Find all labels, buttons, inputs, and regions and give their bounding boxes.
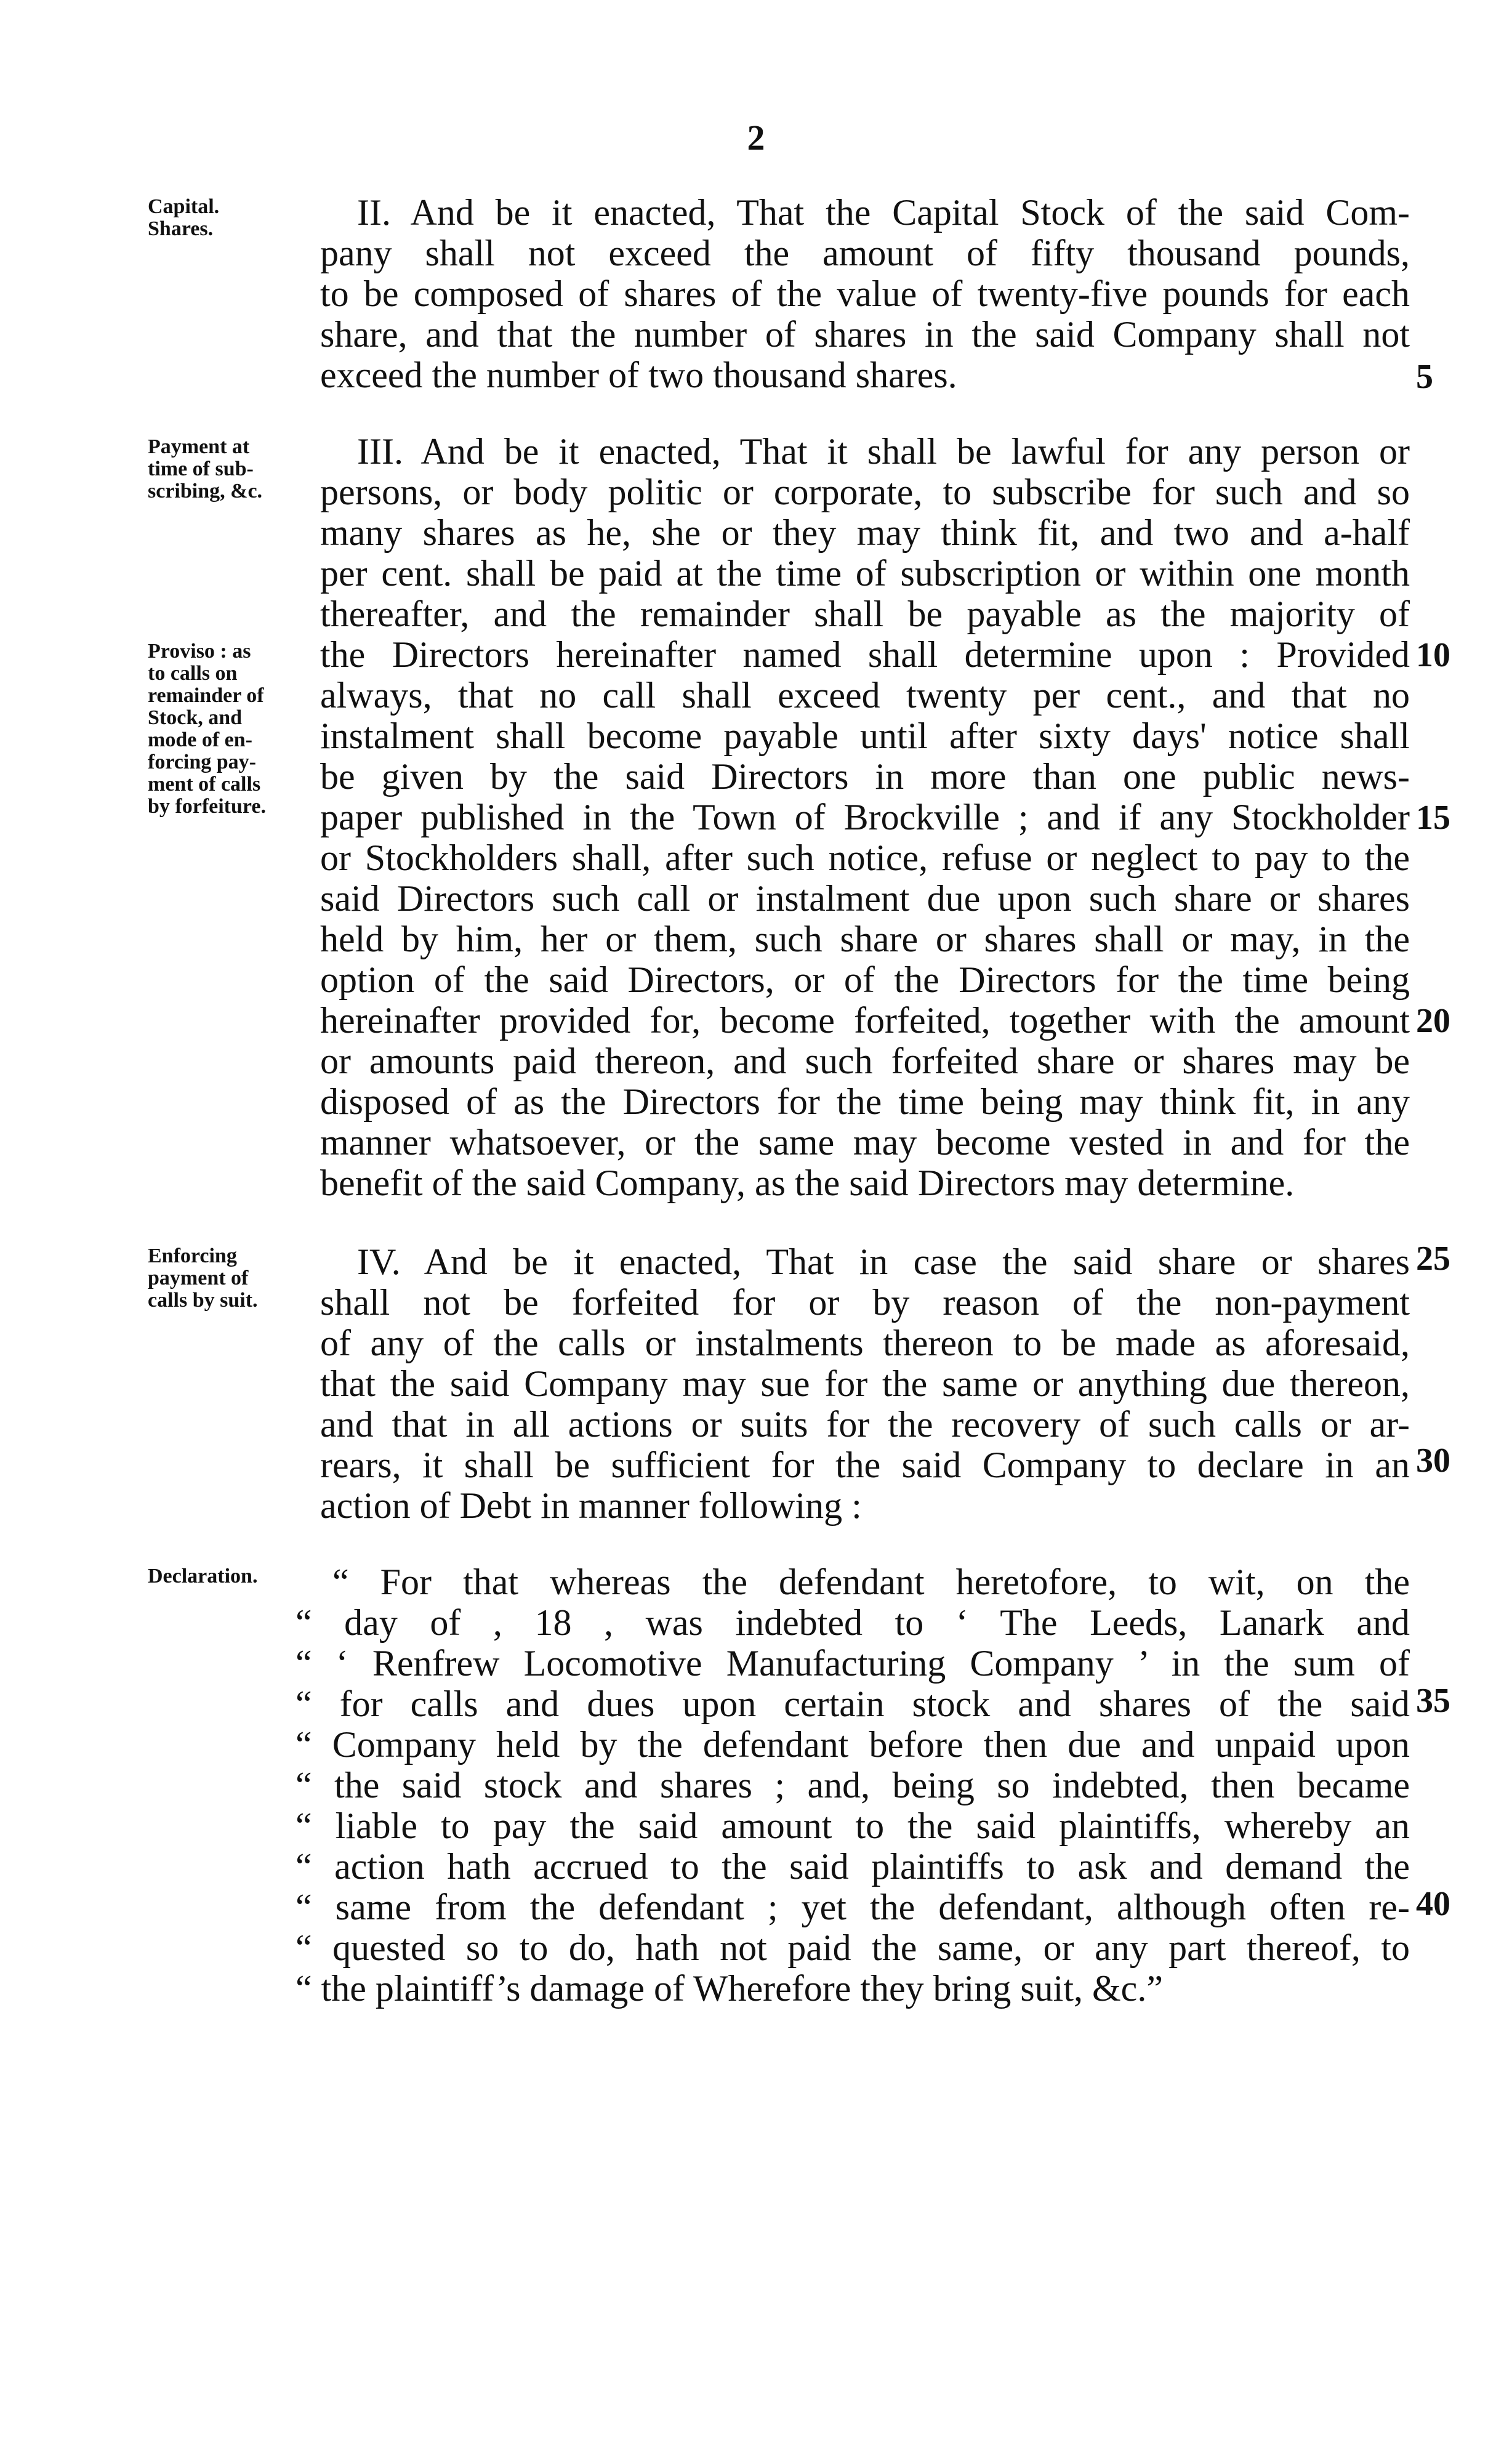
text-line: or Stockholders shall, after such notice, refuse or neglect to pay to the <box>320 837 1410 878</box>
text-line: “ quested so to do, hath not paid the same, or any part thereof, to <box>296 1927 1410 1968</box>
text-line: disposed of as the Directors for the time being may think fit, in any <box>320 1081 1410 1122</box>
line-number: 15 <box>1416 799 1450 837</box>
section-3 <box>320 431 1410 1203</box>
text-line: “ the plaintiff’s damage of Wherefore they bring suit, &c.” <box>296 1968 1163 2009</box>
text-line: said Directors such call or instalment due upon such share or shares <box>320 878 1410 919</box>
line-number: 40 <box>1416 1885 1450 1923</box>
text-line: manner whatsoever, or the same may become vested in and for the <box>320 1122 1410 1163</box>
text-line: or amounts paid thereon, and such forfeited share or shares may be <box>320 1041 1410 1081</box>
text-line: held by him, her or them, such share or shares shall or may, in the <box>320 919 1410 959</box>
margin-note-capital: Capital. Shares. <box>148 195 220 240</box>
text-line: “ same from the defendant ; yet the defendant, although often re- <box>296 1887 1410 1927</box>
text-line: III. And be it enacted, That it shall be lawful for any person or <box>357 431 1410 472</box>
line-number: 30 <box>1416 1442 1450 1480</box>
text-line: many shares as he, she or they may think fit, and two and a-half <box>320 512 1410 553</box>
line-number: 10 <box>1416 636 1450 674</box>
declaration-form <box>296 1562 1410 2009</box>
margin-note-enforcing: Enforcing payment of calls by suit. <box>148 1245 258 1312</box>
text-line: exceed the number of two thousand shares. <box>320 355 957 395</box>
page-number: 2 <box>747 118 765 158</box>
text-line: paper published in the Town of Brockville ; and if any Stockholder <box>320 797 1410 837</box>
text-line: “ day of , 18 , was indebted to ‘ The Leeds, Lanark and <box>296 1602 1410 1643</box>
text-line: be given by the said Directors in more than one public news- <box>320 756 1410 797</box>
text-line: the Directors hereinafter named shall determine upon : Provided <box>320 634 1410 675</box>
text-line: persons, or body politic or corporate, to subscribe for such and so <box>320 472 1410 512</box>
text-line: “ ‘ Renfrew Locomotive Manufacturing Company ’ in the sum of <box>296 1643 1410 1684</box>
line-number: 25 <box>1416 1240 1450 1278</box>
line-number: 5 <box>1416 358 1433 396</box>
line-number: 20 <box>1416 1002 1450 1040</box>
text-line: benefit of the said Company, as the said Directors may determine. <box>320 1163 1295 1203</box>
text-line: and that in all actions or suits for the recovery of such calls or ar- <box>320 1404 1410 1445</box>
section-4 <box>320 1241 1410 1526</box>
text-line: of any of the calls or instalments thereon to be made as aforesaid, <box>320 1323 1410 1363</box>
text-line: IV. And be it enacted, That in case the said share or shares <box>357 1241 1410 1282</box>
text-line: hereinafter provided for, become forfeited, together with the amount <box>320 1000 1410 1041</box>
text-line: always, that no call shall exceed twenty per cent., and that no <box>320 675 1410 716</box>
text-line: share, and that the number of shares in the said Company shall not <box>320 314 1410 355</box>
text-line: “ For that whereas the defendant heretofore, to wit, on the <box>332 1562 1410 1602</box>
margin-note-proviso: Proviso : as to calls on remainder of Stock, and mode of en- forcing pay- ment of calls by forfeiture. <box>148 640 266 818</box>
text-line: thereafter, and the remainder shall be payable as the majority of <box>320 594 1410 634</box>
text-line: that the said Company may sue for the same or anything due thereon, <box>320 1363 1410 1404</box>
margin-note-payment: Payment at time of sub- scribing, &c. <box>148 435 263 502</box>
text-line: “ Company held by the defendant before then due and unpaid upon <box>296 1724 1410 1765</box>
text-line: pany shall not exceed the amount of fifty thousand pounds, <box>320 233 1410 273</box>
text-line: per cent. shall be paid at the time of subscription or within one month <box>320 553 1410 594</box>
text-line: rears, it shall be sufficient for the said Company to declare in an <box>320 1445 1410 1485</box>
line-number: 35 <box>1416 1682 1450 1720</box>
section-2 <box>320 192 1410 395</box>
text-line: action of Debt in manner following : <box>320 1485 862 1526</box>
text-line: “ for calls and dues upon certain stock and shares of the said <box>296 1684 1410 1724</box>
text-line: option of the said Directors, or of the Directors for the time being <box>320 959 1410 1000</box>
text-line: to be composed of shares of the value of twenty-five pounds for each <box>320 273 1410 314</box>
margin-note-declaration: Declaration. <box>148 1565 258 1588</box>
text-line: II. And be it enacted, That the Capital Stock of the said Com- <box>357 192 1410 233</box>
text-line: instalment shall become payable until after sixty days' notice shall <box>320 716 1410 756</box>
text-line: “ the said stock and shares ; and, being so indebted, then became <box>296 1765 1410 1805</box>
text-line: “ liable to pay the said amount to the said plaintiffs, whereby an <box>296 1805 1410 1846</box>
text-line: shall not be forfeited for or by reason of the non-payment <box>320 1282 1410 1323</box>
text-line: “ action hath accrued to the said plaintiffs to ask and demand the <box>296 1846 1410 1887</box>
